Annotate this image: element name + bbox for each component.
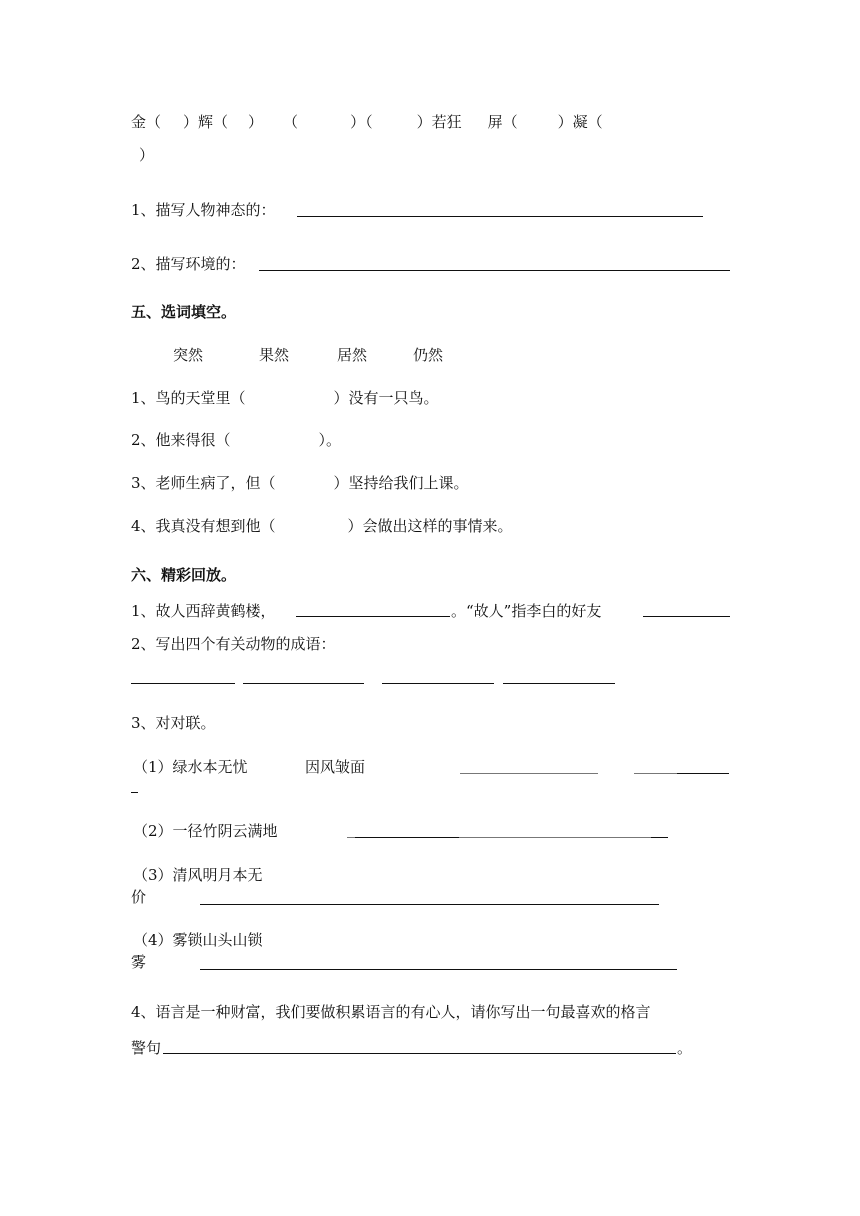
- answer-line[interactable]: [643, 616, 730, 617]
- question-text: 4、我真没有想到他（: [131, 517, 276, 535]
- answer-line[interactable]: [355, 837, 459, 838]
- section5-title: 五、选词填空。: [131, 303, 237, 321]
- answer-line[interactable]: [460, 773, 598, 774]
- answer-line[interactable]: [651, 837, 668, 838]
- fill-q3: [131, 473, 469, 493]
- couplet-4a: （4）雾锁山头山锁: [133, 931, 263, 949]
- question-text: 2、他来得很（: [131, 431, 231, 449]
- couplet-3a: （3）清风明月本无: [133, 866, 263, 884]
- word-bank: [173, 345, 443, 365]
- word-option: 突然: [173, 346, 204, 364]
- motto-q-cont: 警句: [131, 1039, 162, 1057]
- motto-q: 4、语言是一种财富，我们要做积累语言的有心人，请你写出一句最喜欢的格言: [131, 1003, 651, 1021]
- question-text: ）。: [318, 431, 342, 449]
- couplet-2: （2）一径竹阴云满地: [133, 822, 278, 840]
- answer-line[interactable]: [459, 837, 651, 838]
- question-text: ）没有一只鸟。: [333, 389, 439, 407]
- answer-line[interactable]: [677, 773, 729, 774]
- idiom-part: ）辉（: [183, 113, 229, 131]
- describe-q2: 2、描写环境的：: [131, 255, 246, 273]
- answer-line[interactable]: [200, 904, 659, 905]
- idiom-line-end: ）: [139, 146, 155, 164]
- couplet-1b: 因风皱面: [305, 758, 366, 776]
- idiom-part: ）若狂: [416, 113, 462, 131]
- question-text: 1、鸟的天堂里（: [131, 389, 246, 407]
- idiom-part: ）（: [350, 113, 373, 131]
- section6-title: 六、精彩回放。: [131, 566, 237, 584]
- question-text: ）会做出这样的事情来。: [347, 517, 513, 535]
- word-option: 果然: [259, 346, 290, 364]
- fill-q1: [131, 388, 439, 408]
- answer-line[interactable]: [131, 683, 235, 684]
- answer-line[interactable]: [200, 969, 677, 970]
- describe-q1: 1、描写人物神态的：: [131, 201, 276, 219]
- poem-q1b: 。“故人”指李白的好友: [451, 602, 602, 620]
- couplet-1a: （1）绿水本无忧: [133, 758, 248, 776]
- idiom-part: 金（: [131, 113, 162, 131]
- word-option: 居然: [337, 346, 368, 364]
- couplet-4b: 雾: [131, 953, 147, 971]
- question-text: ）坚持给我们上课。: [333, 474, 469, 492]
- answer-line[interactable]: [297, 216, 703, 217]
- idiom-part: 屏（: [487, 113, 518, 131]
- answer-line[interactable]: [634, 773, 677, 774]
- couplet-3b: 价: [131, 888, 147, 906]
- fill-q2: [131, 430, 341, 450]
- word-option: 仍然: [413, 346, 444, 364]
- answer-line[interactable]: [347, 837, 355, 838]
- answer-line[interactable]: [382, 683, 494, 684]
- fill-q4: [131, 516, 513, 536]
- answer-line[interactable]: [296, 616, 450, 617]
- answer-line[interactable]: [131, 792, 138, 793]
- answer-line[interactable]: [503, 683, 615, 684]
- answer-line[interactable]: [243, 683, 364, 684]
- poem-q1a: 1、故人西辞黄鹤楼，: [131, 602, 276, 620]
- idiom-line: [131, 112, 603, 132]
- answer-line[interactable]: [259, 270, 730, 271]
- motto-period: 。: [677, 1039, 693, 1057]
- idiom-part: （: [283, 113, 299, 131]
- couplet-q: 3、对对联。: [131, 714, 216, 732]
- idiom-part: ）凝（: [557, 113, 603, 131]
- answer-line[interactable]: [163, 1053, 676, 1054]
- idiom-part: ）: [248, 113, 264, 131]
- question-text: 3、老师生病了，但（: [131, 474, 276, 492]
- idiom-animals-q: 2、写出四个有关动物的成语：: [131, 635, 336, 653]
